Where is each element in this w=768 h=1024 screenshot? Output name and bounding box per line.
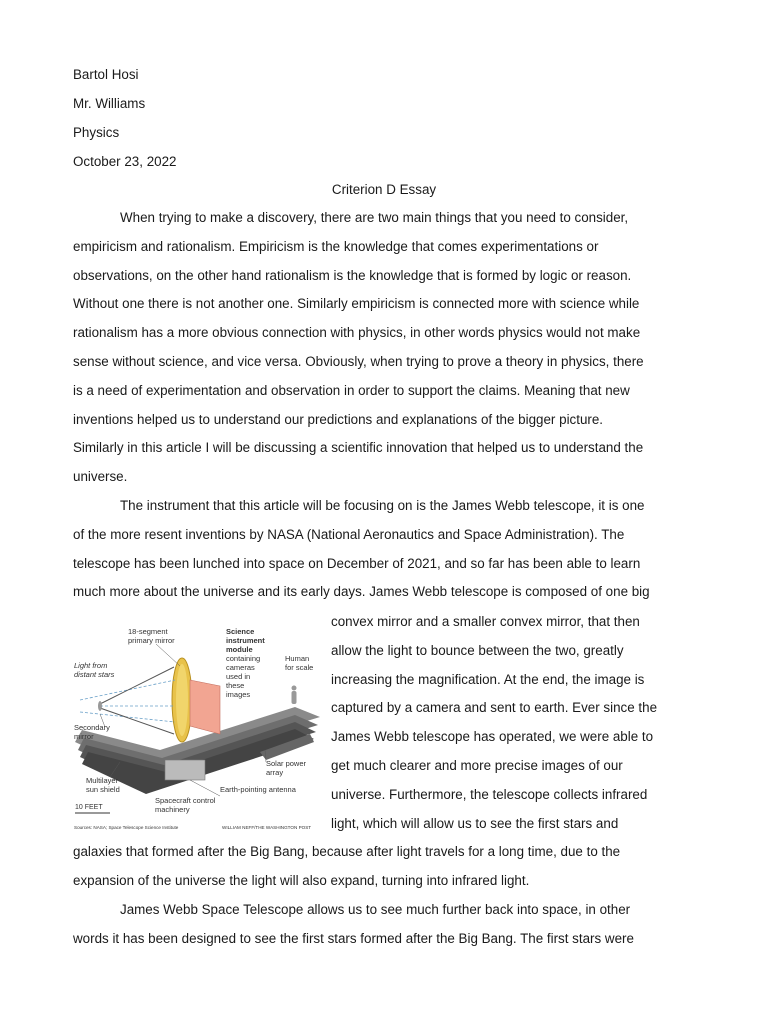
text-line: empiricism and rationalism. Empiricism is the knowledge that comes experimentations or	[73, 238, 599, 254]
date: October 23, 2022	[73, 154, 177, 169]
text-line: When trying to make a discovery, there are two main things that you need to consider,	[120, 210, 629, 225]
solar-array-label: Solar power array	[266, 759, 307, 777]
leader-line	[156, 644, 180, 666]
text-line: increasing the magnification. At the end, the image is	[331, 671, 645, 687]
text-line: universe. Furthermore, the telescope collects infrared	[331, 786, 648, 802]
text-line: sense without science, and vice versa. Obviously, when trying to prove a theory in physics, there	[73, 353, 644, 369]
teacher-name: Mr. Williams	[73, 96, 146, 111]
human-head-icon	[292, 686, 297, 691]
subject: Physics	[73, 125, 120, 140]
text-line: get much clearer and more precise images of our	[331, 757, 623, 773]
text-line: The instrument that this article will be focusing on is the James Webb telescope, it is one	[120, 498, 645, 513]
text-line: Similarly in this article I will be discussing a scientific innovation that helped us to understand the	[73, 440, 644, 456]
text-line: light, which will allow us to see the first stars and	[331, 815, 619, 831]
text-line: James Webb telescope has operated, we were able to	[331, 729, 654, 745]
spacecraft-bus	[165, 760, 205, 780]
telescope-diagram-svg	[70, 622, 322, 834]
science-module-description: containing cameras used in these images	[226, 654, 261, 699]
text-line: galaxies that formed after the Big Bang, because after light travels for a long time, due to the	[73, 844, 621, 859]
light-label: Light from distant stars	[74, 661, 115, 679]
scale-label: 10 FEET	[75, 804, 103, 811]
paragraph-2-wrapped	[331, 608, 691, 838]
text-line: observations, on the other hand rationalism is the knowledge that is formed by logic or reason.	[73, 267, 632, 283]
telescope-diagram	[70, 622, 322, 834]
control-machinery-label: Spacecraft control machinery	[155, 796, 216, 814]
text-line: telescope has been lunched into space on December of 2021, and so far has been able to learn	[73, 555, 641, 571]
paragraph-2-bottom	[73, 838, 695, 896]
primary-mirror-highlight	[176, 664, 188, 736]
secondary-mirror-label: Secondary mirror	[74, 723, 110, 741]
antenna-label: Earth-pointing antenna	[220, 785, 296, 794]
text-line: Without one there is not another one. Similarly empiricism is connected more with science while	[73, 296, 640, 312]
source-credit: Sources: NASA; Space Telescope Science Institute	[74, 825, 179, 830]
sun-shield-label: Multilayer sun shield	[86, 776, 120, 794]
text-line: much more about the universe and its early days. James Webb telescope is composed of one big	[73, 584, 650, 600]
leader-line	[190, 780, 220, 796]
text-line: allow the light to bounce between the two, greatly	[331, 642, 624, 658]
science-module-icon	[190, 680, 220, 734]
light-ray	[80, 712, 175, 722]
human-scale-label: Human for scale	[285, 654, 314, 672]
text-line: captured by a camera and sent to earth. Ever since the	[331, 700, 658, 716]
text-line: expansion of the universe the light will also expand, turning into infrared light.	[73, 872, 530, 888]
science-module-label: Science instrument module	[226, 627, 265, 654]
photo-credit: WILLIAM NEFF/THE WASHINGTON POST	[222, 825, 312, 830]
text-line: inventions helped us to understand our predictions and explanations of the bigger picture.	[73, 411, 604, 427]
text-line: universe.	[73, 469, 128, 485]
paragraph-2-top	[73, 492, 695, 607]
secondary-mirror-icon	[98, 701, 102, 711]
author-name: Bartol Hosi	[73, 67, 139, 82]
human-body-icon	[292, 691, 297, 704]
essay-title: Criterion D Essay	[331, 182, 437, 197]
text-line: is a need of experimentation and observation in order to support the claims. Meaning that new	[73, 382, 630, 398]
text-line: James Webb Space Telescope allows us to see much further back into space, in other	[120, 902, 631, 917]
primary-mirror-label: 18-segment primary mirror	[128, 627, 175, 645]
text-line: rationalism has a more obvious connection with physics, in other words physics would not make	[73, 325, 641, 341]
text-line: words it has been designed to see the first stars formed after the Big Bang. The first stars were	[73, 930, 634, 946]
text-line: of the more resent inventions by NASA (National Aeronautics and Space Administration). The	[73, 526, 625, 542]
paragraph-1	[73, 204, 695, 492]
paragraph-3	[73, 896, 695, 954]
text-line: convex mirror and a smaller convex mirror, that then	[331, 614, 640, 629]
